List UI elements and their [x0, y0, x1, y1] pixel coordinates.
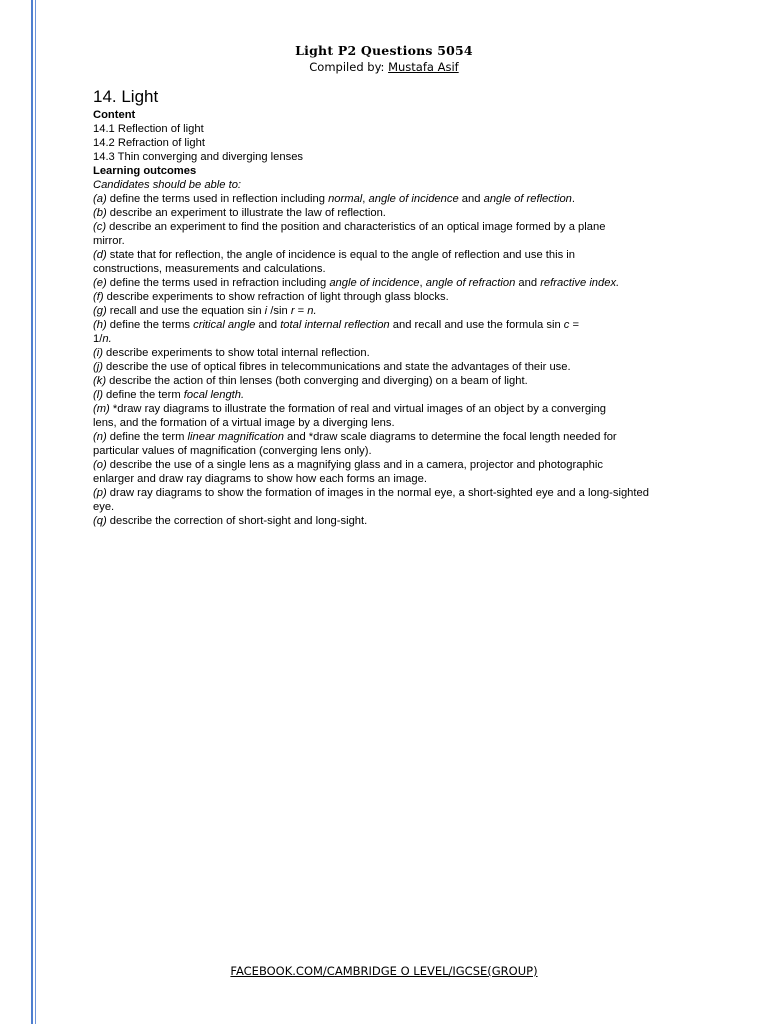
page-border-left [31, 0, 33, 1024]
compiled-by-label: Compiled by: [309, 60, 389, 74]
outcome-text: = [294, 305, 308, 317]
document-title: Light P2 Questions 5054 [295, 43, 473, 58]
outcome-symbol: r [290, 305, 295, 317]
outcome-text: describe the use of optical fibres in telecommunications and state the advantages of their use. [102, 361, 571, 373]
outcome-text: . [313, 305, 317, 317]
outcome-term: focal length [183, 389, 242, 401]
outcome-term: angle of reflection [483, 193, 572, 205]
outcome-j [93, 360, 665, 374]
outcome-n-continued: particular values of magnification (converging lens only). [93, 445, 372, 457]
compiled-by-line [0, 59, 768, 75]
outcome-e [93, 276, 665, 290]
outcome-label: (c) [93, 221, 107, 233]
outcome-term: angle of incidence [329, 277, 420, 289]
outcome-n [93, 430, 665, 444]
outcome-text: describe the use of a single lens as a magnifying glass and in a camera, projector and photographic [106, 459, 603, 471]
outcome-text: and [255, 319, 281, 331]
outcome-m-continued: lens, and the formation of a virtual image by a diverging lens. [93, 417, 395, 429]
outcome-label: (f) [93, 291, 104, 303]
outcome-term: normal [328, 193, 363, 205]
outcome-i [93, 346, 665, 360]
outcome-label: (n) [93, 431, 107, 443]
outcome-text: and [515, 277, 541, 289]
outcome-term: total internal reflection [280, 319, 390, 331]
outcome-text: define the terms [106, 319, 194, 331]
outcome-label: (b) [93, 207, 107, 219]
outcome-h-continued [93, 332, 665, 346]
outcome-o [93, 458, 665, 472]
outcome-text: define the terms used in reflection including [106, 193, 329, 205]
outcome-label: (m) [93, 403, 110, 415]
syllabus-content [93, 86, 665, 528]
outcome-term: critical angle [193, 319, 256, 331]
outcome-l [93, 388, 665, 402]
footer-group-link[interactable]: FACEBOOK.COM/CAMBRIDGE O LEVEL/IGCSE(GROUP) [230, 964, 538, 978]
outcome-text: . [571, 193, 576, 205]
outcome-m [93, 402, 665, 416]
outcomes-heading: Learning outcomes [93, 165, 197, 177]
outcome-symbol: n [102, 333, 109, 345]
outcome-symbol: i [264, 305, 268, 317]
outcome-symbol: n [307, 305, 314, 317]
outcome-term: angle of incidence [368, 193, 459, 205]
content-heading: Content [93, 109, 136, 121]
outcome-p [93, 486, 665, 514]
outcome-o-continued: enlarger and draw ray diagrams to show how each forms an image. [93, 473, 427, 485]
outcome-term: linear magnification [187, 431, 284, 443]
outcome-label: (q) [93, 515, 107, 527]
outcome-text: define the terms used in refraction including [106, 277, 330, 289]
outcome-d [93, 248, 665, 262]
outcome-text: . [108, 333, 112, 345]
outcome-label: (e) [93, 277, 107, 289]
outcome-text: . [616, 277, 620, 289]
outcome-d-continued: constructions, measurements and calculations. [93, 263, 326, 275]
outcome-text: , [362, 193, 369, 205]
outcome-text: describe experiments to show total internal reflection. [102, 347, 370, 359]
outcome-text: /sin [267, 305, 291, 317]
outcome-f [93, 290, 665, 304]
outcome-label: (g) [93, 305, 107, 317]
outcome-text: draw ray diagrams to show the formation of images in the normal eye, a short-sighted eye and a long-sighted eye. [93, 487, 649, 513]
content-item: 14.1 Reflection of light [93, 123, 204, 135]
outcome-text: recall and use the equation sin [106, 305, 265, 317]
outcome-symbol: c [563, 319, 570, 331]
outcome-label: (o) [93, 459, 107, 471]
outcome-text: and [458, 193, 484, 205]
outcome-text: and recall and use the formula sin [389, 319, 564, 331]
outcome-label: (h) [93, 319, 107, 331]
outcome-label: (j) [93, 361, 103, 373]
content-item: 14.3 Thin converging and diverging lenses [93, 151, 304, 163]
outcome-text: describe an experiment to find the position and characteristics of an optical image formed by a plane [106, 221, 606, 233]
outcome-text: describe the action of thin lenses (both converging and diverging) on a beam of light. [106, 375, 528, 387]
chapter-title: 14. Light [93, 87, 159, 106]
author-name: Mustafa Asif [388, 60, 459, 74]
outcome-text: *draw ray diagrams to illustrate the formation of real and virtual images of an object by a converging [109, 403, 607, 415]
outcome-text: and *draw scale diagrams to determine the focal length needed for [283, 431, 617, 443]
outcome-text: = [569, 319, 580, 331]
outcome-c-continued: mirror. [93, 235, 125, 247]
outcome-text: describe experiments to show refraction of light through glass blocks. [103, 291, 449, 303]
outcome-text: , [419, 277, 426, 289]
outcome-label: (i) [93, 347, 103, 359]
outcome-label: (a) [93, 193, 107, 205]
content-item: 14.2 Refraction of light [93, 137, 205, 149]
outcome-text: describe the correction of short-sight and long-sight. [106, 515, 368, 527]
outcome-label: (p) [93, 487, 107, 499]
outcome-term: angle of refraction [425, 277, 516, 289]
outcome-text: define the term [102, 389, 184, 401]
page-border-left-inner [35, 0, 36, 1024]
outcome-g [93, 304, 665, 318]
document-header [0, 43, 768, 75]
outcome-label: (d) [93, 249, 107, 261]
outcome-term: refractive index [540, 277, 617, 289]
outcome-c [93, 220, 665, 234]
outcome-text: state that for reflection, the angle of incidence is equal to the angle of reflection and use this in [106, 249, 575, 261]
outcome-label: (k) [93, 375, 107, 387]
outcome-h [93, 318, 665, 332]
outcome-text: . [241, 389, 245, 401]
outcome-text: define the term [106, 431, 188, 443]
outcomes-intro: Candidates should be able to: [93, 179, 242, 191]
outcome-text: 1/ [93, 333, 103, 345]
outcome-text: describe an experiment to illustrate the law of reflection. [106, 207, 386, 219]
outcome-label: (l) [93, 389, 103, 401]
outcome-k [93, 374, 665, 388]
outcome-a [93, 192, 665, 206]
outcome-q [93, 514, 665, 528]
outcome-b [93, 206, 665, 220]
